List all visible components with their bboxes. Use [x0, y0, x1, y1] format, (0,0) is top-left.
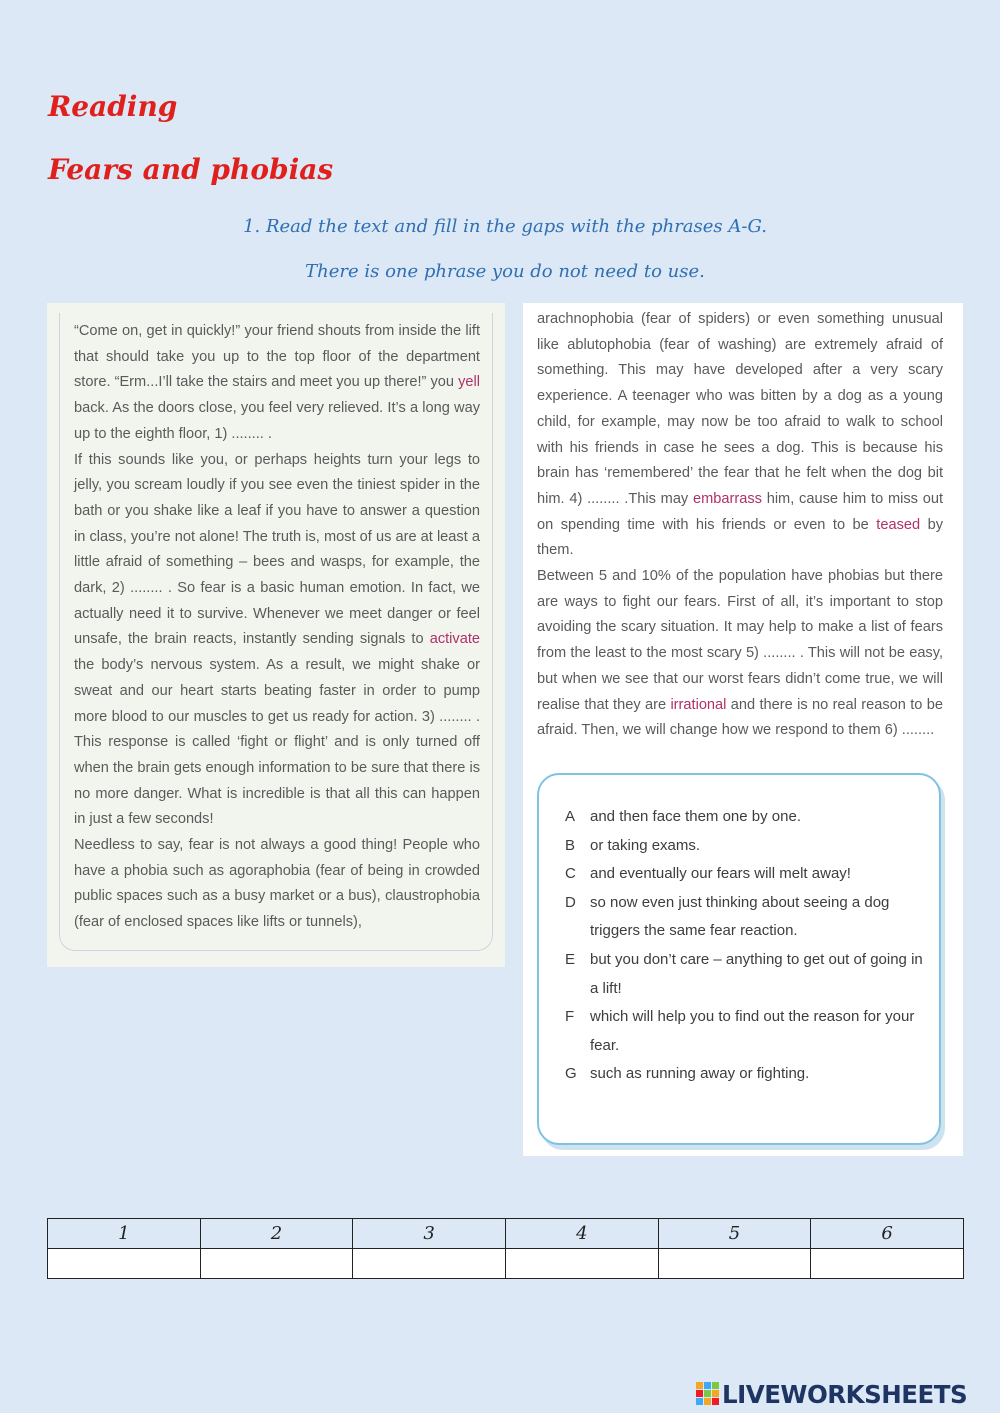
gap-number: 1	[48, 1219, 201, 1249]
gap-number: 4	[505, 1219, 658, 1249]
gap-number: 5	[658, 1219, 811, 1249]
answer-cell-6[interactable]	[811, 1249, 964, 1279]
gap-number: 3	[353, 1219, 506, 1249]
answer-table	[47, 1218, 964, 1279]
option-f: F which will help you to find out the reason for your fear.	[565, 1008, 915, 1054]
option-d: D so now even just thinking about seeing a dog triggers the same fear reaction.	[565, 893, 890, 940]
page-title: Reading	[48, 90, 178, 123]
instruction-line-1: 1. Read the text and fill in the gaps with the phrases A-G.	[243, 216, 767, 237]
paragraph: Needless to say, fear is not always a good thing! People who have a phobia such as agoraphobia (fear of being in crowded public spaces such as a busy market or a bus), claustrophobia (fear of enclosed spaces like lifts or tunnels),	[74, 837, 480, 931]
instruction-line-2: There is one phrase you do not need to use.	[305, 261, 705, 282]
option-b: B or taking exams.	[565, 836, 701, 854]
vocabulary-word: activate	[429, 631, 480, 648]
vocabulary-word: teased	[876, 516, 921, 533]
vocabulary-word: embarrass	[693, 490, 762, 507]
vocabulary-word: yell	[458, 374, 480, 391]
answer-row	[48, 1249, 964, 1279]
option-a: A and then face them one by one.	[565, 808, 801, 825]
answer-table-header-row	[48, 1219, 964, 1249]
paragraph: If this sounds like you, or perhaps heights turn your legs to jelly, you scream loudly if you see even the tiniest spider in the bath or you shake like a leaf if you have to answer a question in class, you’re not alone! The truth is, most of us are at least a little afraid of something – bees and wasps, for example, the dark, 2) ........ . So fear is a basic human emotion. In fact, we actually need it to survive. Whenever we meet danger or feel unsafe, the brain reacts, instantly sending signals to activate the body’s nervous system. As a result, we might shake or sweat and our heart starts beating faster in order to pump more blood to our muscles to get us ready for action. 3) ........ . This response is called ‘fight or flight’ and is only turned off when the brain gets enough information to be sure that there is no more danger. What is incredible is that all this can happen in just a few seconds!	[74, 451, 480, 828]
paragraph: arachnophobia (fear of spiders) or even something unusual like ablutophobia (fear of washing) are extremely afraid of something. This may have developed after a very scary experience. A teenager who was bitten by a dog as a young child, for example, may now be too afraid to walk to school with his friends in case he sees a dog. This is because his brain has ‘remembered’ the fear that he felt when the dog bit him. 4) ........ .This may embarrass him, cause him to miss out on spending time with his friends or even to be teased by them.	[537, 311, 944, 559]
answer-cell-3[interactable]	[353, 1249, 506, 1279]
liveworksheets-logo-icon	[696, 1382, 720, 1406]
option-c: C and eventually our fears will melt away!	[565, 865, 851, 883]
logo-text: LIVEWORKSHEETS	[722, 1379, 968, 1409]
answer-cell-4[interactable]	[505, 1249, 658, 1279]
liveworksheets-logo	[696, 1378, 996, 1410]
answer-cell-2[interactable]	[200, 1249, 353, 1279]
answer-cell-1[interactable]	[48, 1249, 201, 1279]
vocabulary-word: irrational	[670, 696, 727, 713]
option-e: E but you don’t care – anything to get out of going in a lift!	[565, 950, 923, 997]
option-g: G such as running away or fighting.	[565, 1065, 810, 1083]
gap-number: 2	[200, 1219, 353, 1249]
reading-text-right-column	[523, 303, 963, 1156]
phrase-options-box	[537, 773, 941, 1145]
paragraph: “Come on, get in quickly!” your friend shouts from inside the lift that should take you up to the top floor of the department store. “Erm...I’ll take the stairs and meet you up there!” you yell back. As the doors close, you feel very relieved. It’s a long way up to the eighth floor, 1) ........ .	[74, 323, 480, 442]
page-subtitle: Fears and phobias	[48, 153, 334, 186]
paragraph: Between 5 and 10% of the population have phobias but there are ways to fight our fears. First of all, it’s important to stop avoiding the scary situation. It may help to make a list of fears from the least to the most scary 5) ........ . This will not be easy, but when we see that our worst fears didn’t come true, we will realise that they are irrational and there is no real reason to be afraid. Then, we will change how we respond to them 6) ........	[537, 568, 943, 739]
reading-text-left-column	[47, 303, 505, 967]
answer-cell-5[interactable]	[658, 1249, 811, 1279]
gap-number: 6	[811, 1219, 964, 1249]
